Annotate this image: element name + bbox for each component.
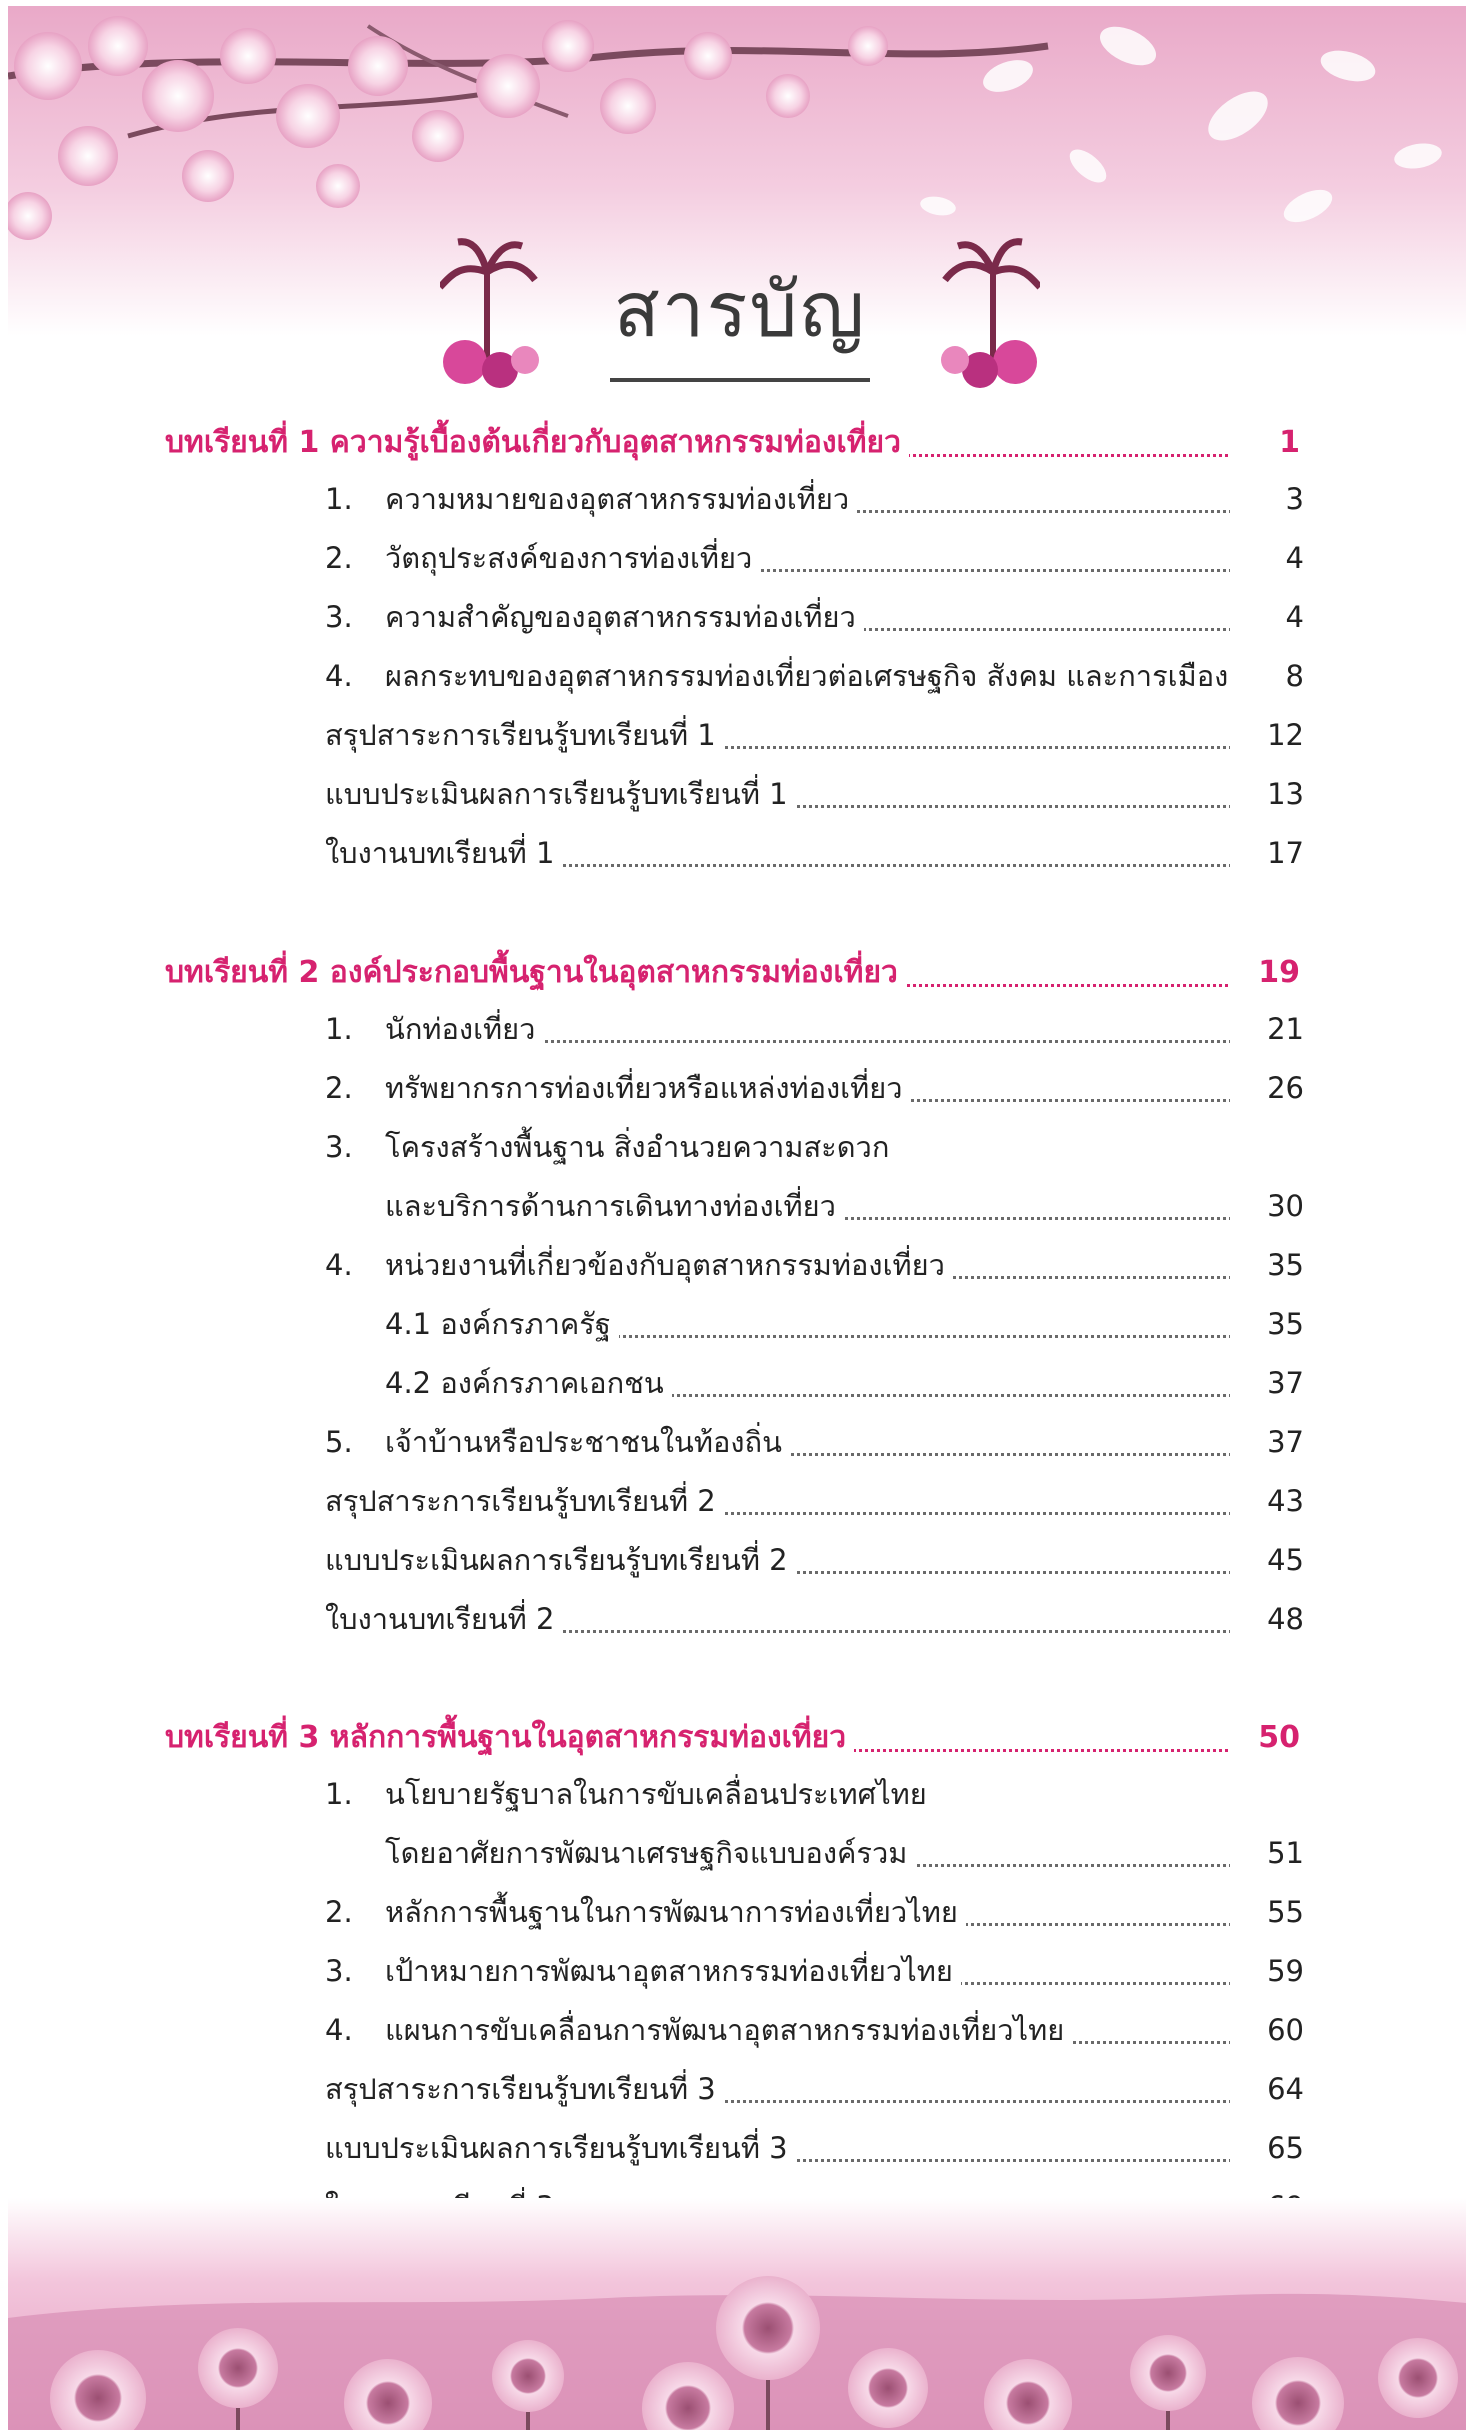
chapter-title: บทเรียนที่ 1 ความรู้เบื้องต้นเกี่ยวกับอุตสาหกรรมท่องเที่ยว xyxy=(165,420,909,466)
toc-entry[interactable] xyxy=(0,1301,1474,1347)
toc-entry[interactable] xyxy=(0,1183,1474,1229)
toc-entry[interactable] xyxy=(0,771,1474,817)
entry-page: 48 xyxy=(1230,1596,1304,1642)
entry-page: 37 xyxy=(1230,1360,1304,1406)
entry-number: 2. xyxy=(325,1895,353,1929)
entry-page: 12 xyxy=(1230,712,1304,758)
toc-entry[interactable] xyxy=(0,1360,1474,1406)
entry-title: นโยบายรัฐบาลในการขับเคลื่อนประเทศไทย xyxy=(385,1771,935,1817)
sunflower-banner xyxy=(8,2198,1466,2430)
entry-title: ใบงานบทเรียนที่ 1 xyxy=(325,830,562,876)
entry-title: นักท่องเที่ยว xyxy=(385,1006,543,1052)
chapter-title: บทเรียนที่ 3 หลักการพื้นฐานในอุตสาหกรรมท่องเที่ยว xyxy=(165,1715,854,1761)
entry-page: 35 xyxy=(1230,1301,1304,1347)
toc-entry[interactable] xyxy=(0,594,1474,640)
toc-entry[interactable] xyxy=(0,1124,1474,1170)
entry-title: ความหมายของอุตสาหกรรมท่องเที่ยว xyxy=(385,476,857,522)
toc-entry[interactable] xyxy=(0,535,1474,581)
entry-title: และบริการด้านการเดินทางท่องเที่ยว xyxy=(385,1183,844,1229)
entry-title: วัตถุประสงค์ของการท่องเที่ยว xyxy=(385,535,760,581)
entry-page: 37 xyxy=(1230,1419,1304,1465)
entry-title: สรุปสาระการเรียนรู้บทเรียนที่ 3 xyxy=(325,2066,724,2112)
toc-entry[interactable] xyxy=(0,2125,1474,2171)
entry-number: 4. xyxy=(325,1248,353,1282)
entry-page: 45 xyxy=(1230,1537,1304,1583)
page-title: สารบัญ xyxy=(613,265,867,354)
entry-page: 21 xyxy=(1230,1006,1304,1052)
entry-page: 64 xyxy=(1230,2066,1304,2112)
toc-entry[interactable] xyxy=(0,1006,1474,1052)
entry-title: ใบงานบทเรียนที่ 2 xyxy=(325,1596,562,1642)
entry-number: 1. xyxy=(325,1012,353,1046)
entry-number: 2. xyxy=(325,1071,353,1105)
toc-entry[interactable] xyxy=(0,2007,1474,2053)
entry-title: แผนการขับเคลื่อนการพัฒนาอุตสาหกรรมท่องเที่ยวไทย xyxy=(385,2007,1072,2053)
entry-title: สรุปสาระการเรียนรู้บทเรียนที่ 2 xyxy=(325,1478,724,1524)
entry-page: 43 xyxy=(1230,1478,1304,1524)
entry-page: 8 xyxy=(1230,653,1304,699)
entry-page: 59 xyxy=(1230,1948,1304,1994)
chapter-page: 1 xyxy=(1230,420,1300,466)
entry-page: 3 xyxy=(1230,476,1304,522)
toc-entry[interactable] xyxy=(0,1889,1474,1935)
entry-title: ผลกระทบของอุตสาหกรรมท่องเที่ยวต่อเศรษฐกิจ สังคม และการเมือง xyxy=(385,653,1236,699)
entry-page: 51 xyxy=(1230,1830,1304,1876)
toc-entry[interactable] xyxy=(0,1065,1474,1111)
entry-page: 60 xyxy=(1230,2007,1304,2053)
entry-number: 1. xyxy=(325,482,353,516)
entry-number: 3. xyxy=(325,1954,353,1988)
entry-number: 1. xyxy=(325,1777,353,1811)
entry-title: แบบประเมินผลการเรียนรู้บทเรียนที่ 1 xyxy=(325,771,796,817)
chapter-heading[interactable] xyxy=(0,950,1474,996)
chapter-heading[interactable] xyxy=(0,420,1474,466)
entry-title: โครงสร้างพื้นฐาน สิ่งอำนวยความสะดวก xyxy=(385,1124,897,1170)
entry-number: 2. xyxy=(325,541,353,575)
toc-entry[interactable] xyxy=(0,1242,1474,1288)
entry-page: 30 xyxy=(1230,1183,1304,1229)
toc-entry[interactable] xyxy=(0,2066,1474,2112)
toc-entry[interactable] xyxy=(0,1596,1474,1642)
entry-title: แบบประเมินผลการเรียนรู้บทเรียนที่ 2 xyxy=(325,1537,796,1583)
entry-title: แบบประเมินผลการเรียนรู้บทเรียนที่ 3 xyxy=(325,2125,796,2171)
entry-title: หลักการพื้นฐานในการพัฒนาการท่องเที่ยวไทย xyxy=(385,1889,966,1935)
entry-page: 35 xyxy=(1230,1242,1304,1288)
toc-entry[interactable] xyxy=(0,830,1474,876)
entry-number: 4. xyxy=(325,2013,353,2047)
entry-number: 3. xyxy=(325,1130,353,1164)
chapter-title: บทเรียนที่ 2 องค์ประกอบพื้นฐานในอุตสาหกรรมท่องเที่ยว xyxy=(165,950,906,996)
chapter-page: 50 xyxy=(1230,1715,1300,1761)
entry-page: 65 xyxy=(1230,2125,1304,2171)
chapter-page: 19 xyxy=(1230,950,1300,996)
entry-title: เป้าหมายการพัฒนาอุตสาหกรรมท่องเที่ยวไทย xyxy=(385,1948,961,1994)
entry-page: 13 xyxy=(1230,771,1304,817)
entry-page: 17 xyxy=(1230,830,1304,876)
entry-title: เจ้าบ้านหรือประชาชนในท้องถิ่น xyxy=(385,1419,790,1465)
entry-title: ทรัพยากรการท่องเที่ยวหรือแหล่งท่องเที่ยว xyxy=(385,1065,910,1111)
entry-title: หน่วยงานที่เกี่ยวข้องกับอุตสาหกรรมท่องเที่ยว xyxy=(385,1242,953,1288)
entry-number: 3. xyxy=(325,600,353,634)
entry-page: 26 xyxy=(1230,1065,1304,1111)
entry-number: 4. xyxy=(325,659,353,693)
entry-title: สรุปสาระการเรียนรู้บทเรียนที่ 1 xyxy=(325,712,724,758)
toc-entry[interactable] xyxy=(0,1419,1474,1465)
entry-title: 4.2 องค์กรภาคเอกชน xyxy=(385,1360,672,1406)
toc-entry[interactable] xyxy=(0,712,1474,758)
toc-entry[interactable] xyxy=(0,653,1474,699)
chapter-heading[interactable] xyxy=(0,1715,1474,1761)
toc-entry[interactable] xyxy=(0,1948,1474,1994)
entry-page: 4 xyxy=(1230,535,1304,581)
toc-entry[interactable] xyxy=(0,1830,1474,1876)
entry-number: 5. xyxy=(325,1425,353,1459)
toc-entry[interactable] xyxy=(0,1478,1474,1524)
entry-title: 4.1 องค์กรภาครัฐ xyxy=(385,1301,619,1347)
toc-entry[interactable] xyxy=(0,1537,1474,1583)
entry-page: 4 xyxy=(1230,594,1304,640)
entry-title: โดยอาศัยการพัฒนาเศรษฐกิจแบบองค์รวม xyxy=(385,1830,915,1876)
toc-entry[interactable] xyxy=(0,476,1474,522)
entry-title: ความสำคัญของอุตสาหกรรมท่องเที่ยว xyxy=(385,594,864,640)
entry-page: 55 xyxy=(1230,1889,1304,1935)
toc-entry[interactable] xyxy=(0,1771,1474,1817)
